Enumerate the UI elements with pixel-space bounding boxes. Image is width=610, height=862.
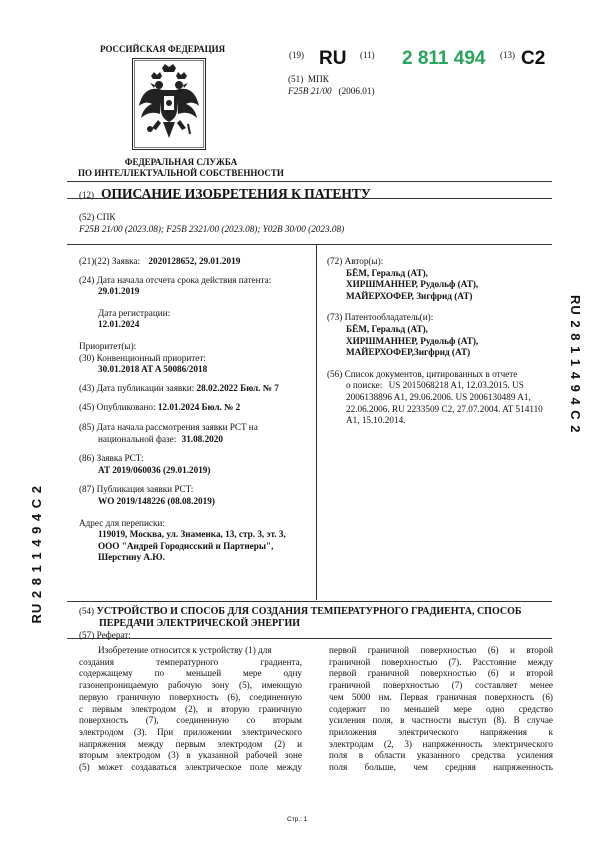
agency-line-2: ПО ИНТЕЛЛЕКТУАЛЬНОЙ СОБСТВЕННОСТИ <box>78 168 284 178</box>
author-item: МАЙЕРХОФЕР, Зигфрид (AT) <box>346 290 473 301</box>
author-item: БЁМ, Геральд (AT), <box>346 267 428 278</box>
pct-start-label-2: национальной фазе: <box>98 433 177 444</box>
pct-app-label: Заявка PCT: <box>96 453 144 464</box>
abstract-line: вторым электродом (3) в указанной рабочей зоне <box>79 750 302 761</box>
code-11: (11) <box>360 50 375 60</box>
term-start-label: Дата начала отсчета срока действия патента: <box>96 274 272 285</box>
abstract-label-row <box>79 630 131 642</box>
pub-app-value: 28.02.2022 Бюл. № 7 <box>196 382 279 393</box>
address-line-3: Шерстину А.Ю. <box>98 552 165 563</box>
abstract-line: первой граничной поверхностью (6) и второй <box>329 645 553 655</box>
mpk-label: МПК <box>307 74 329 84</box>
invention-title <box>79 605 553 630</box>
mpk-version: (2006.01) <box>338 86 375 96</box>
abstract-line: содержит по меньшей мере одно средство <box>329 703 553 714</box>
spk-code: (52) <box>79 212 95 222</box>
authors-label: Автор(ы): <box>344 256 384 266</box>
cited-row <box>327 369 553 381</box>
term-start-value: 29.01.2019 <box>98 286 140 297</box>
pct-pub-row <box>79 484 311 496</box>
abstract-line: усиления поля, в частности выступ (8). В случае <box>329 715 553 726</box>
abstract-line: электродом (3). При приложении электрического <box>79 726 302 737</box>
published-label: Опубликовано: <box>96 402 156 413</box>
title-text-2: ПЕРЕДАЧИ ЭЛЕКТРИЧЕСКОЙ ЭНЕРГИИ <box>99 618 301 629</box>
cited-docs-2: 2006138896 A1, 29.06.2006. US 2006130489 A1, <box>346 391 531 402</box>
agency-line-1: ФЕДЕРАЛЬНАЯ СЛУЖБА <box>124 157 238 167</box>
abstract-line: создания температурного градиента, <box>79 656 302 667</box>
mpk-class: F25B 21/00 <box>288 86 332 96</box>
owner-item: ХИРШМАННЕР, Рудольф (AT), <box>346 335 479 346</box>
spk-line <box>79 212 116 224</box>
page-number: Стр.: 1 <box>287 816 308 823</box>
abstract-line: граничной поверхностью (7). Расстояние между <box>329 656 553 667</box>
published-value: 12.01.2024 Бюл. № 2 <box>157 402 241 413</box>
pct-app-row <box>79 453 311 465</box>
cited-code: (56) <box>327 368 343 379</box>
priority-label: Приоритет(ы): <box>79 340 137 351</box>
pct-start-code: (85) <box>79 421 95 432</box>
abstract-line: граничной поверхностью (7) составляет менее <box>329 680 553 691</box>
pct-start-row-2 <box>79 434 311 446</box>
title-text-1: УСТРОЙСТВО И СПОСОБ ДЛЯ СОЗДАНИЯ ТЕМПЕРАТУРНОГО ГРАДИЕНТА, СПОСОБ <box>96 606 522 617</box>
application-value: 2020128652, 29.01.2019 <box>148 256 241 266</box>
author-item: ХИРШМАННЕР, Рудольф (AT), <box>346 279 479 290</box>
abstract-line: электродам (2, 3) напряженность электрического <box>329 738 553 749</box>
application-row <box>79 256 311 268</box>
term-start-row <box>79 275 311 287</box>
doc-type-code: (12) <box>79 190 94 200</box>
agency-name <box>70 157 292 179</box>
abstract-line: приложения электрического напряжения к <box>329 726 553 737</box>
owner-item: МАЙЕРХОФЕР,Зигфрид (AT) <box>346 347 471 358</box>
cited-line-1: Список документов, цитированных в отчете <box>344 368 518 379</box>
abstract-line: чем 5000 нм. Первая граничная поверхность (6) <box>329 691 553 702</box>
authors-code: (72) <box>327 256 343 266</box>
reg-date-value: 12.01.2024 <box>98 319 140 330</box>
address-line-2: ООО "Андрей Городисский и Партнеры", <box>98 540 274 551</box>
abstract-line: Изобретение относится к устройству (1) для <box>98 645 272 655</box>
term-start-code: (24) <box>79 274 95 285</box>
abstract-line: поля в области указанного средства усиления <box>329 750 553 761</box>
abstract-line: напряжения между первым электродом (2) и <box>79 738 302 749</box>
conv-priority-code: (30) <box>79 352 95 363</box>
pub-app-row <box>79 383 311 395</box>
pct-start-row <box>79 422 311 434</box>
abstract-right <box>329 645 553 774</box>
abstract-line: первой граничной поверхностью (6) и второй <box>329 668 553 679</box>
pct-start-value: 31.08.2020 <box>181 433 223 444</box>
abstract-line: содержащему по меньшей мере одну <box>79 668 302 679</box>
cited-line-2 <box>327 380 553 392</box>
side-number-right: RU 2 8 1 1 4 9 4 C 2 <box>568 295 583 434</box>
pct-pub-label: Публикация заявки PCT: <box>96 484 194 495</box>
owners-row <box>327 312 553 324</box>
owner-item: БЁМ, Геральд (AT), <box>346 323 428 334</box>
abstract-label: Реферат: <box>96 630 131 640</box>
abstract-line: газонепроницаемую рабочую зону (5), имеющую <box>79 680 302 691</box>
country-code: RU <box>319 48 347 69</box>
spk-classes: F25B 21/00 (2023.08); F25B 2321/00 (2023.08); Y02B 30/00 (2023.08) <box>79 224 345 234</box>
code-51: (51) <box>288 74 304 84</box>
abstract-line: (5) может создаваться электрическое поле между <box>79 762 302 773</box>
owners-label: Патентообладатель(и): <box>344 312 434 323</box>
cited-docs-1: US 2015068218 A1, 12.03.2015. US <box>388 380 524 391</box>
double-headed-eagle-icon <box>132 58 206 150</box>
code-19: (19) <box>289 50 304 60</box>
abstract-line: поверхность (7), соединенную со вторым <box>79 715 302 726</box>
pub-app-label: Дата публикации заявки: <box>96 382 195 393</box>
side-number-left: RU 2 8 1 1 4 9 4 C 2 <box>29 485 44 624</box>
abstract-line: с первым электродом (2), и вторую граничную <box>79 703 302 714</box>
address-label: Адрес для переписки: <box>79 517 165 528</box>
abstract-line: поля больше, чем средняя напряженность <box>329 762 553 773</box>
owners-code: (73) <box>327 312 343 323</box>
pct-start-label-1: Дата начала рассмотрения заявки PCT на <box>96 421 258 432</box>
title-line-1 <box>79 605 553 618</box>
pct-pub-code: (87) <box>79 484 95 495</box>
abstract-line: первую граничную поверхность (6), соединенную <box>79 691 302 702</box>
abstract-left <box>79 645 302 774</box>
reg-date-label: Дата регистрации: <box>98 307 171 318</box>
spk-label: СПК <box>96 212 116 222</box>
cited-prefix: о поиске: <box>346 380 383 391</box>
mpk-class-line <box>288 86 375 98</box>
conv-priority-value: 30.01.2018 AT A 50086/2018 <box>98 364 208 375</box>
cited-docs-4: A1, 15.10.2014. <box>346 415 406 426</box>
pct-app-code: (86) <box>79 453 95 464</box>
bibliographic-right <box>327 256 553 427</box>
address-line-1: 119019, Москва, ул. Знаменка, 13, стр. 3, эт. 3, <box>98 529 286 540</box>
kind-code: C2 <box>521 48 546 69</box>
title-code: (54) <box>79 606 94 616</box>
published-code: (45) <box>79 402 95 413</box>
application-label: (21)(22) Заявка: <box>79 256 141 266</box>
mpk-line <box>288 74 329 86</box>
abstract-code: (57) <box>79 630 95 640</box>
doc-type-title: ОПИСАНИЕ ИЗОБРЕТЕНИЯ К ПАТЕНТУ <box>101 186 371 201</box>
published-row <box>79 402 311 414</box>
code-13: (13) <box>500 50 515 60</box>
pct-app-value: AT 2019/060036 (29.01.2019) <box>98 464 211 475</box>
conv-priority-row <box>79 353 311 365</box>
pub-app-code: (43) <box>79 382 95 393</box>
pct-pub-value: WO 2019/148226 (08.08.2019) <box>98 495 215 506</box>
document-type <box>79 185 371 203</box>
conv-priority-label: Конвенционный приоритет: <box>96 352 206 363</box>
cited-docs-3: 22.06.2006. RU 2233509 C2, 27.07.2004. AT 514110 <box>346 403 543 414</box>
country-name: РОССИЙСКАЯ ФЕДЕРАЦИЯ <box>100 44 226 54</box>
authors-row <box>327 256 553 268</box>
patent-number: 2 811 494 <box>402 48 486 69</box>
state-emblem <box>132 58 206 150</box>
bibliographic-left <box>79 256 311 564</box>
